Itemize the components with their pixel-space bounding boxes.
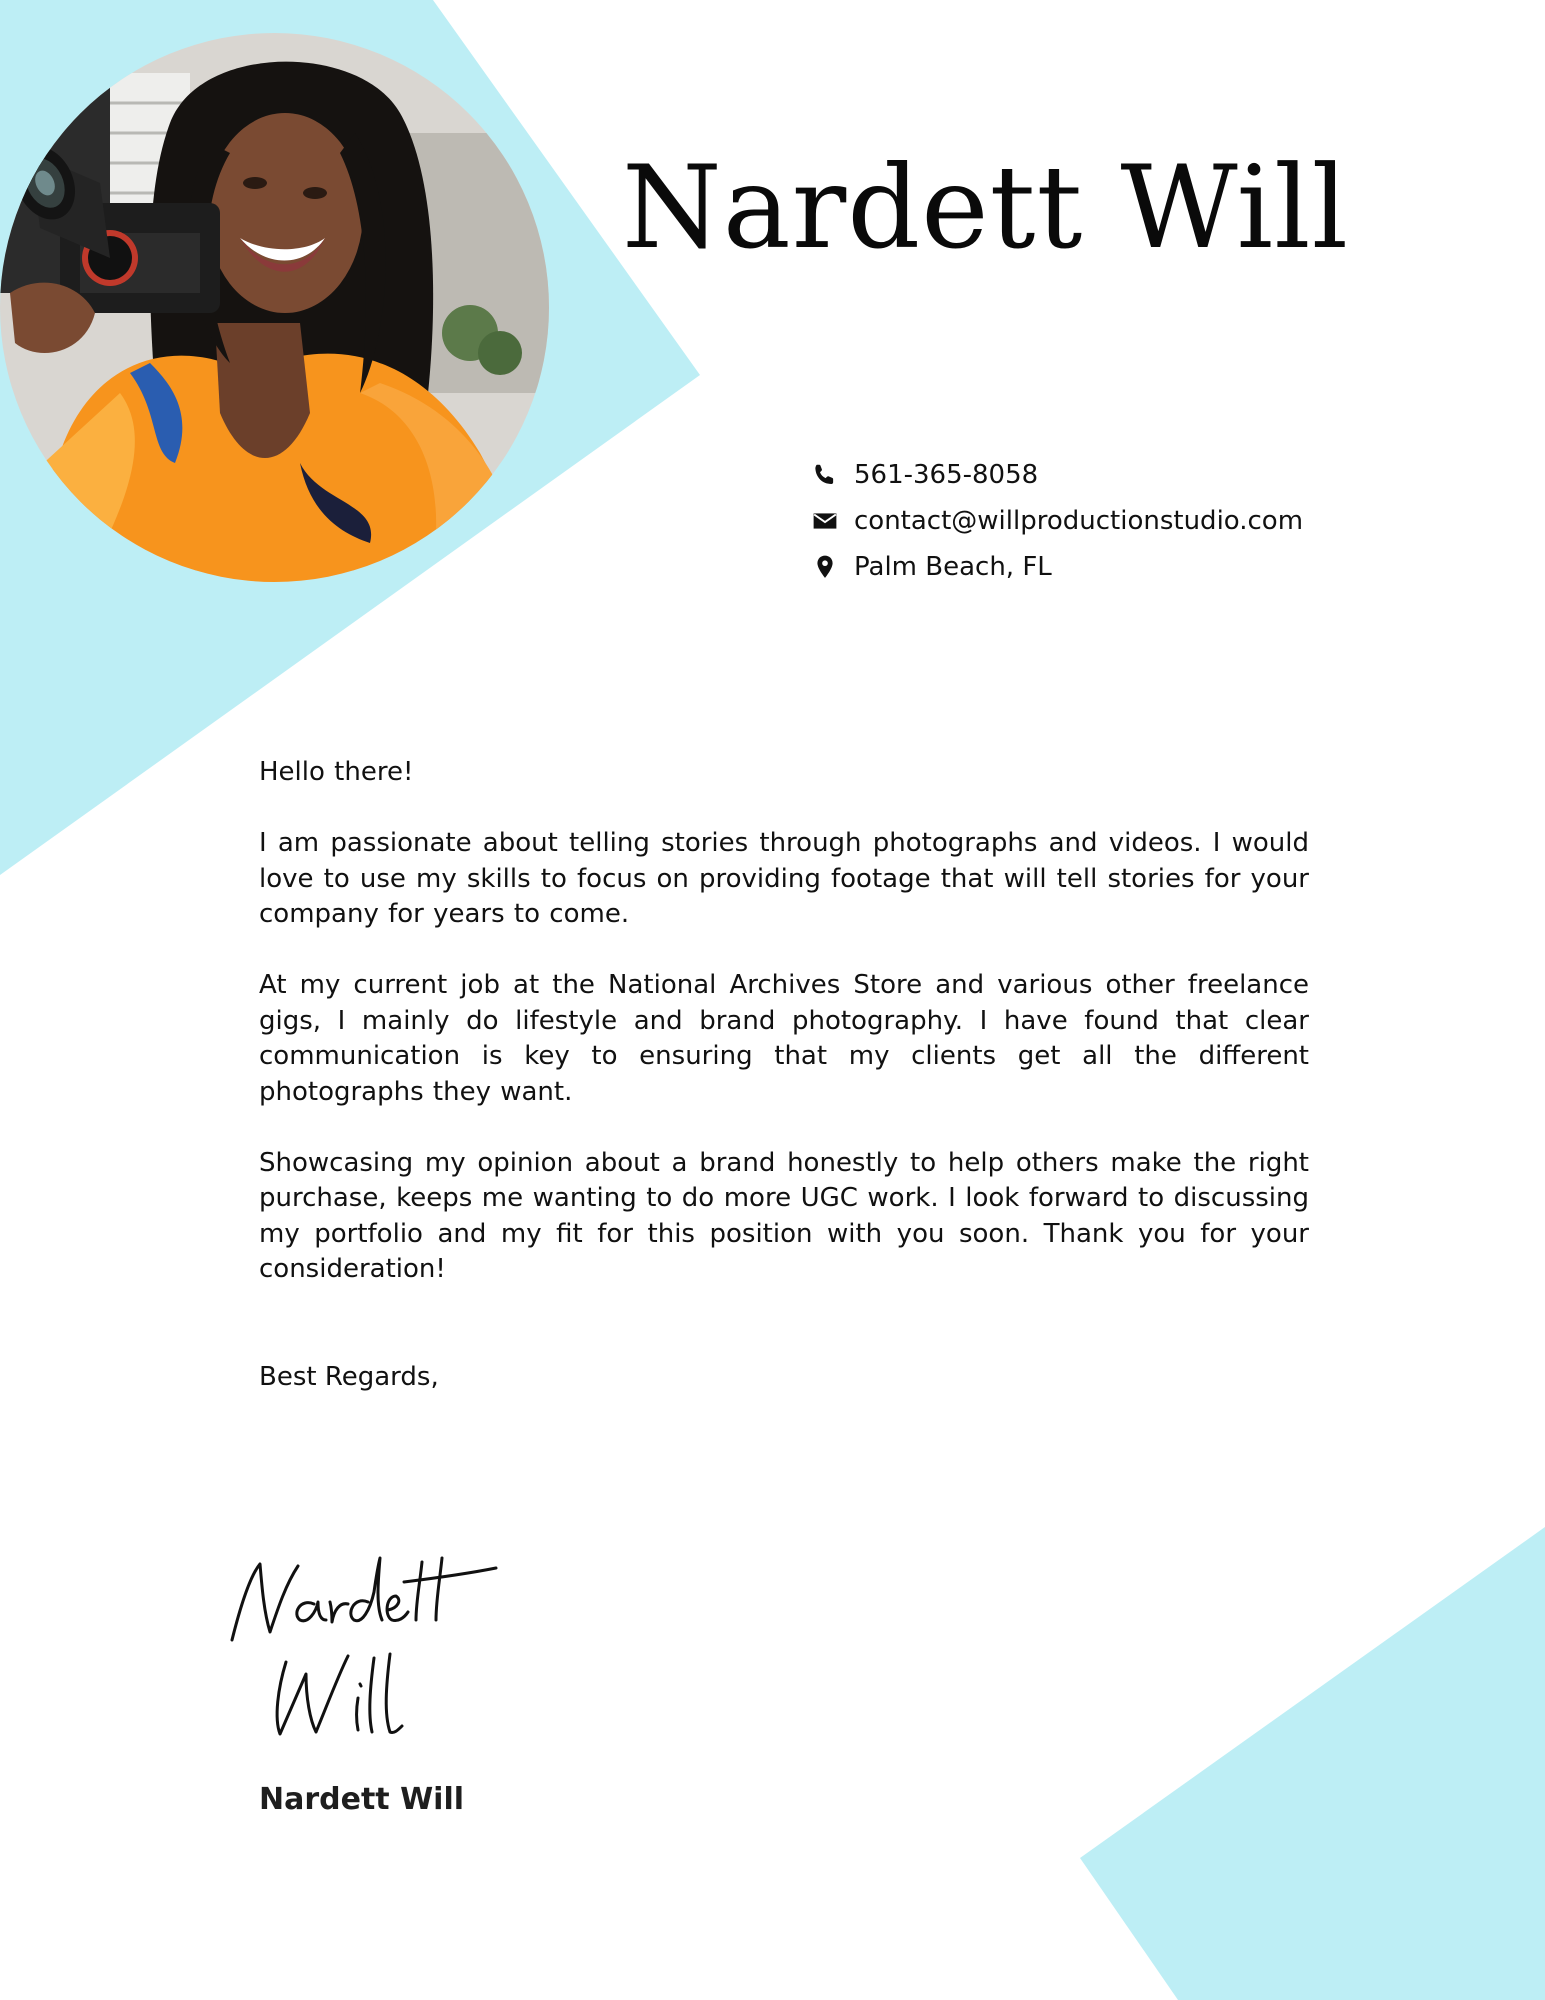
phone-number: 561-365-8058 bbox=[854, 460, 1039, 490]
contact-phone-row bbox=[810, 452, 1330, 498]
handwritten-signature bbox=[226, 1548, 506, 1748]
mail-icon bbox=[810, 506, 840, 536]
letter-paragraph-3: Showcasing my opinion about a brand honestly to help others make the right purchase, keeps me wanting to do more UGC work. I look forward to discussing my portfolio and my fit for this position with you soon. Thank you for your consideration! bbox=[259, 1147, 1309, 1284]
location-pin-icon bbox=[810, 552, 840, 582]
profile-photo-illustration bbox=[0, 33, 549, 582]
phone-icon bbox=[810, 460, 840, 490]
page-title: Nardett Will bbox=[622, 141, 1350, 274]
profile-photo bbox=[0, 33, 549, 582]
contact-email-row bbox=[810, 498, 1330, 544]
letter-paragraph-2: At my current job at the National Archives Store and various other freelance gigs, I mainly do lifestyle and brand photography. I have found that clear communication is key to ensuring that my clients get all the different photographs they want. bbox=[259, 970, 1309, 1107]
bottom-right-accent-shape bbox=[1080, 1527, 1545, 2000]
letter-body bbox=[259, 755, 1309, 1323]
contact-location-row bbox=[810, 544, 1330, 590]
letter-paragraph-1: I am passionate about telling stories through photographs and videos. I would love to use my skills to focus on providing footage that will tell stories for your company for years to come. bbox=[259, 828, 1309, 929]
contact-info bbox=[810, 452, 1330, 590]
email-address: contact@willproductionstudio.com bbox=[854, 506, 1304, 536]
letter-greeting: Hello there! bbox=[259, 757, 414, 787]
location-text: Palm Beach, FL bbox=[854, 552, 1052, 582]
signer-name: Nardett Will bbox=[259, 1782, 465, 1817]
letter-closing: Best Regards, bbox=[259, 1362, 439, 1392]
